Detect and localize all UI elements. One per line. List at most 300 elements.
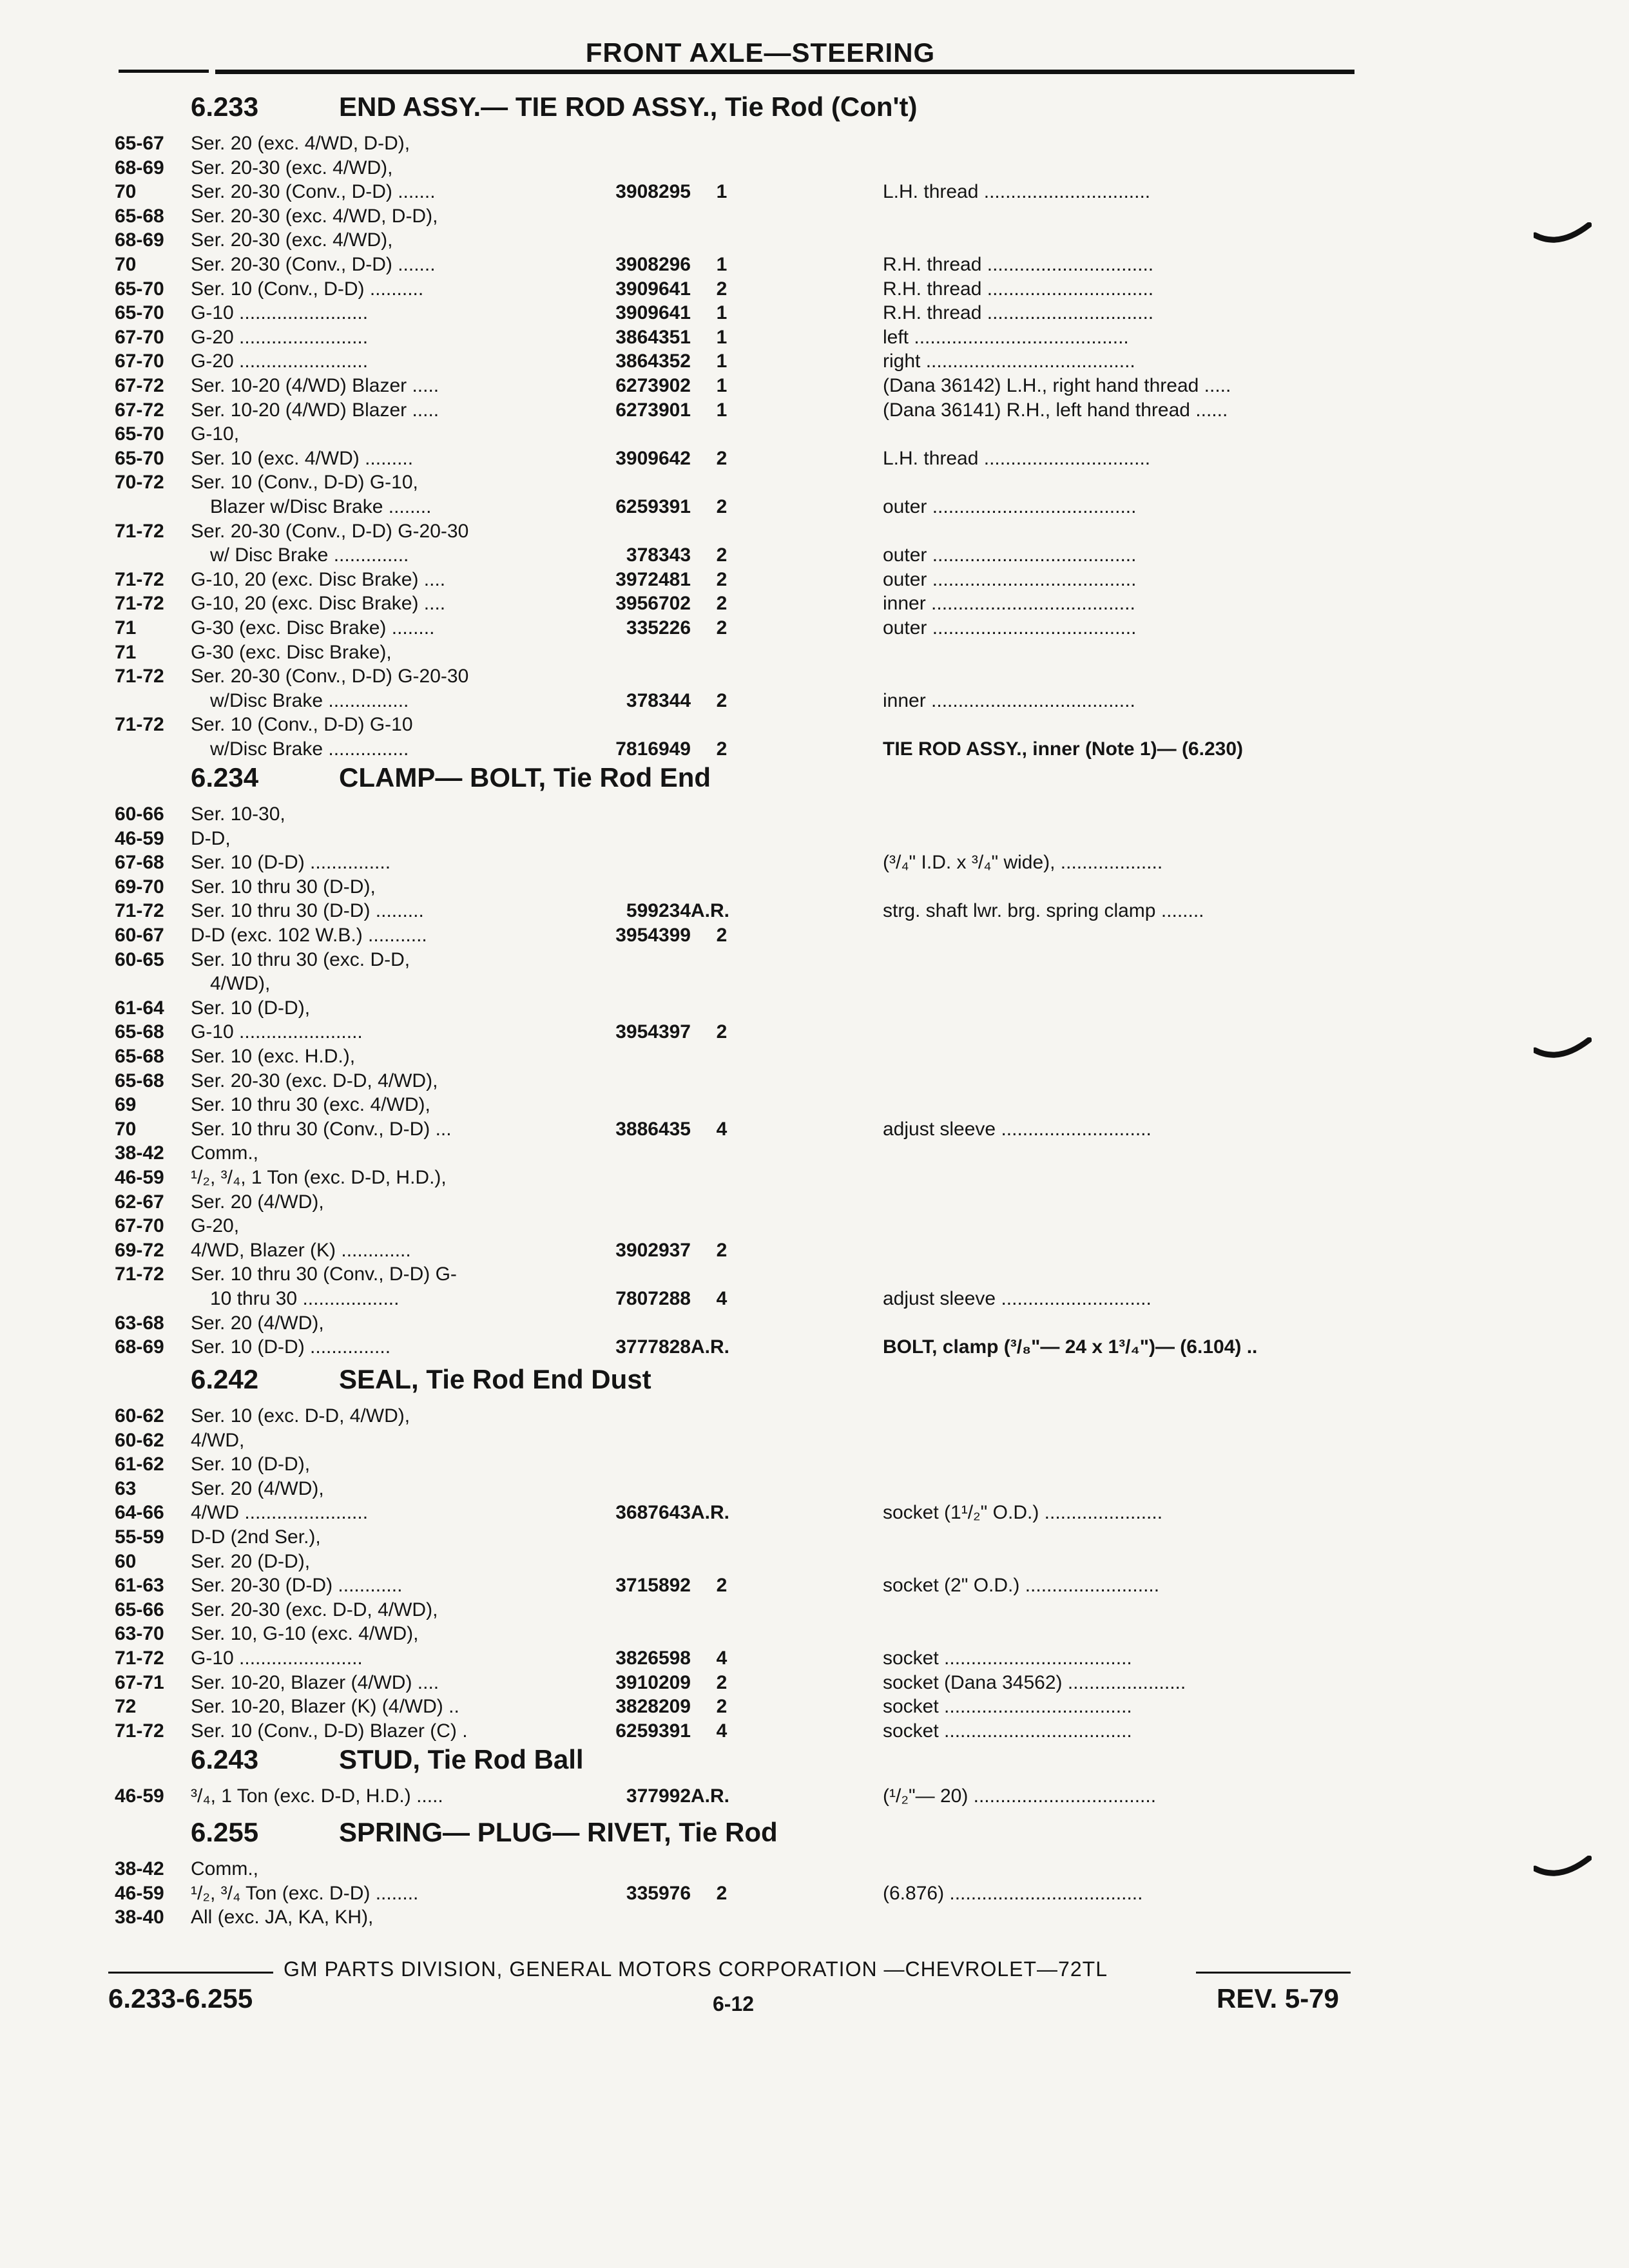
application: Ser. 20 (4/WD), [191,1191,324,1213]
table-row [0,1287,1629,1311]
table-row [0,1335,1629,1359]
table-row [0,1881,1629,1905]
table-row [0,996,1629,1020]
application: Ser. 10 (exc. 4/WD) ......... [191,448,414,469]
model-years: 70 [115,181,137,202]
model-years: 60-65 [115,949,164,970]
application: G-10, [191,423,240,445]
as-required: A.R. [691,900,729,921]
quantity: 4 [716,1288,728,1309]
table-row [0,1695,1629,1718]
page-number: 6-12 [713,1992,755,2015]
model-years: 67-70 [115,351,164,372]
application: Ser. 10 (Conv., D-D) G-10, [191,472,418,493]
part-number: 3828209 [615,1696,691,1717]
table-row [0,180,1629,204]
table-row [0,737,1629,761]
quantity: 2 [716,448,728,469]
description: left ........................................ [883,327,1129,348]
description: R.H. thread ............................... [883,278,1154,300]
application: D-D (exc. 102 W.B.) ........... [191,925,427,946]
part-number: 335976 [626,1883,691,1904]
part-number: 3908296 [615,254,691,275]
header-rule-main [215,70,1354,74]
part-number: 3910209 [615,1672,691,1693]
model-years: 71-72 [115,900,164,921]
application: 4/WD), [210,973,271,994]
quantity: 2 [716,278,728,300]
application: Ser. 10-20 (4/WD) Blazer ..... [191,399,439,421]
model-years: 67-72 [115,399,164,421]
description: (Dana 36141) R.H., left hand thread ...... [883,399,1228,421]
footer-rule-right [1196,1972,1351,1974]
part-number: 3777828 [615,1336,691,1358]
table-row [0,948,1629,972]
table-row [0,228,1629,252]
model-years: 71 [115,642,137,663]
model-years: 55-59 [115,1526,164,1548]
quantity: 2 [716,690,728,711]
description: socket ................................... [883,1648,1132,1669]
application: Ser. 20-30 (exc. 4/WD, D-D), [191,206,438,227]
model-years: 71-72 [115,1648,164,1669]
table-row [0,802,1629,826]
application: 4/WD ....................... [191,1502,369,1523]
model-years: 61-64 [115,997,164,1019]
part-number: 3972481 [615,569,691,590]
description: R.H. thread ............................... [883,254,1154,275]
description: socket ................................... [883,1720,1132,1742]
table-row [0,253,1629,276]
application: w/Disc Brake ............... [210,738,409,760]
model-years: 61-62 [115,1454,164,1475]
application: D-D (2nd Ser.), [191,1526,321,1548]
table-row [0,1477,1629,1501]
as-required: A.R. [691,1502,729,1523]
quantity: 4 [716,1720,728,1742]
table-row [0,923,1629,947]
description: outer ...................................... [883,544,1137,566]
model-years: 65-68 [115,1046,164,1067]
table-row [0,1214,1629,1238]
application: Comm., [191,1858,258,1879]
table-row [0,277,1629,301]
quantity: 4 [716,1648,728,1669]
table-row [0,972,1629,995]
part-number: 3886435 [615,1119,691,1140]
table-row [0,850,1629,874]
application: 10 thru 30 .................. [210,1288,400,1309]
table-row [0,1573,1629,1597]
application: Ser. 10 (Conv., D-D) G-10 [191,714,413,735]
model-years: 69-70 [115,876,164,898]
application: Ser. 20-30 (Conv., D-D) ....... [191,181,436,202]
application: Ser. 10 thru 30 (D-D) ......... [191,900,424,921]
table-row [0,301,1629,325]
quantity: 1 [716,351,728,372]
page-title: FRONT AXLE—STEERING [585,37,936,68]
application: Comm., [191,1142,258,1164]
description: outer ...................................... [883,569,1137,590]
table-row [0,1719,1629,1743]
model-years: 71-72 [115,593,164,614]
application: Ser. 20-30 (D-D) ............ [191,1575,403,1596]
model-years: 68-69 [115,1336,164,1358]
application: 4/WD, Blazer (K) ............. [191,1240,411,1261]
application: G-10, 20 (exc. Disc Brake) .... [191,569,446,590]
application: Ser. 20 (4/WD), [191,1312,324,1334]
model-years: 62-67 [115,1191,164,1213]
table-row [0,664,1629,688]
table-row [0,1622,1629,1646]
model-years: 65-68 [115,1070,164,1091]
part-number: 3956702 [615,593,691,614]
model-years: 67-70 [115,327,164,348]
description: inner ...................................... [883,593,1135,614]
application: G-30 (exc. Disc Brake), [191,642,392,663]
application: Ser. 20-30 (exc. D-D, 4/WD), [191,1070,438,1091]
table-row [0,616,1629,640]
table-row [0,1093,1629,1117]
description: socket (1¹/₂" O.D.) ...................... [883,1502,1163,1523]
table-row [0,640,1629,664]
model-years: 46-59 [115,828,164,849]
quantity: 1 [716,327,728,348]
model-years: 60-62 [115,1405,164,1427]
description: (³/₄" I.D. x ³/₄" wide), ................... [883,852,1163,873]
footer-rule-left [108,1972,273,1974]
part-number: 6259391 [615,1720,691,1742]
part-number: 3908295 [615,181,691,202]
table-row [0,568,1629,591]
model-years: 63 [115,1478,137,1499]
table-row [0,495,1629,519]
model-years: 65-70 [115,423,164,445]
description: socket (2" O.D.) ......................... [883,1575,1160,1596]
model-years: 63-68 [115,1312,164,1334]
application: Ser. 10 (exc. H.D.), [191,1046,356,1067]
application: Ser. 10-30, [191,803,285,825]
model-years: 38-40 [115,1907,164,1928]
table-row [0,131,1629,155]
table-row [0,713,1629,736]
model-years: 72 [115,1696,137,1717]
table-row [0,422,1629,446]
model-years: 67-70 [115,1215,164,1236]
description: R.H. thread ............................... [883,302,1154,323]
model-years: 71-72 [115,1720,164,1742]
application: Ser. 10 (Conv., D-D) .......... [191,278,424,300]
table-row [0,325,1629,349]
section-title: SPRING— PLUG— RIVET, Tie Rod [339,1817,778,1847]
application: Ser. 10, G-10 (exc. 4/WD), [191,1623,419,1644]
table-row [0,875,1629,899]
model-years: 67-68 [115,852,164,873]
model-years: 46-59 [115,1167,164,1188]
quantity: 2 [716,1696,728,1717]
model-years: 60-62 [115,1430,164,1451]
table-row [0,156,1629,180]
application: 4/WD, [191,1430,245,1451]
model-years: 65-70 [115,302,164,323]
part-number: 378344 [626,690,691,711]
model-years: 70 [115,254,137,275]
part-number: 3864351 [615,327,691,348]
application: Ser. 20 (D-D), [191,1551,311,1572]
model-years: 61-63 [115,1575,164,1596]
model-years: 46-59 [115,1883,164,1904]
table-row [0,1784,1629,1808]
model-years: 38-42 [115,1142,164,1164]
description: outer ...................................... [883,617,1137,639]
as-required: A.R. [691,1336,729,1358]
table-row [0,1525,1629,1549]
application: ¹/₂, ³/₄ Ton (exc. D-D) ........ [191,1883,419,1904]
header-rule-left [119,70,209,73]
table-row [0,1069,1629,1093]
application: Ser. 10 (D-D) ............... [191,852,391,873]
model-years: 46-59 [115,1785,164,1807]
model-years: 65-67 [115,133,164,154]
application: w/Disc Brake ............... [210,690,409,711]
application: Ser. 20 (exc. 4/WD, D-D), [191,133,410,154]
application: Ser. 20-30 (Conv., D-D) G-20-30 [191,521,469,542]
description: socket (Dana 34562) ...................... [883,1672,1186,1693]
section-number: 6.242 [191,1364,259,1394]
table-row [0,349,1629,373]
model-years: 70-72 [115,472,164,493]
application: Blazer w/Disc Brake ........ [210,496,432,517]
description: (Dana 36142) L.H., right hand thread ..... [883,375,1231,396]
table-row [0,1190,1629,1214]
application: Ser. 20-30 (exc. D-D, 4/WD), [191,1599,438,1620]
quantity: 1 [716,375,728,396]
section-title: END ASSY.— TIE ROD ASSY., Tie Rod (Con't) [339,91,918,122]
description: BOLT, clamp (³/₈"— 24 x 1³/₄")— (6.104) .. [883,1336,1258,1358]
table-row [0,1671,1629,1695]
section-number: 6.255 [191,1817,259,1847]
table-row [0,447,1629,470]
quantity: 1 [716,181,728,202]
table-row [0,1311,1629,1335]
table-row [0,1020,1629,1044]
model-years: 65-68 [115,1021,164,1043]
part-number: 3954397 [615,1021,691,1043]
application: G-30 (exc. Disc Brake) ........ [191,617,435,639]
description: L.H. thread ............................... [883,181,1151,202]
part-number: 599234 [626,900,691,921]
table-row [0,543,1629,567]
application: w/ Disc Brake .............. [210,544,409,566]
part-number: 3902937 [615,1240,691,1261]
description: right ....................................... [883,351,1135,372]
quantity: 1 [716,399,728,421]
quantity: 1 [716,302,728,323]
model-years: 38-42 [115,1858,164,1879]
application: Ser. 20-30 (Conv., D-D) ....... [191,254,436,275]
quantity: 2 [716,1021,728,1043]
application: Ser. 10-20, Blazer (4/WD) .... [191,1672,439,1693]
model-years: 71 [115,617,137,639]
model-years: 67-71 [115,1672,164,1693]
quantity: 2 [716,738,728,760]
part-number: 7807288 [615,1288,691,1309]
application: Ser. 10 (D-D), [191,997,311,1019]
description: adjust sleeve ............................ [883,1288,1152,1309]
part-number: 3864352 [615,351,691,372]
quantity: 2 [716,1240,728,1261]
part-number: 3715892 [615,1575,691,1596]
part-number: 3687643 [615,1502,691,1523]
table-row [0,1905,1629,1929]
table-row [0,374,1629,398]
part-number: 377992 [626,1785,691,1807]
application: Ser. 10 thru 30 (exc. 4/WD), [191,1094,430,1115]
table-row [0,1404,1629,1428]
section-number: 6.234 [191,762,259,793]
description: adjust sleeve ............................ [883,1119,1152,1140]
application: Ser. 10-20 (4/WD) Blazer ..... [191,375,439,396]
quantity: 2 [716,569,728,590]
section-number: 6.233 [191,91,259,122]
section-title: CLAMP— BOLT, Tie Rod End [339,762,711,793]
table-row [0,899,1629,923]
part-number: 6259391 [615,496,691,517]
revision-label: REV. 5-79 [1217,1983,1339,2013]
table-row [0,1550,1629,1573]
quantity: 4 [716,1119,728,1140]
application: Ser. 10 (D-D), [191,1454,311,1475]
table-row [0,1044,1629,1068]
application: ³/₄, 1 Ton (exc. D-D, H.D.) ..... [191,1785,443,1807]
application: Ser. 10 thru 30 (Conv., D-D) G- [191,1264,457,1285]
application: Ser. 20-30 (exc. 4/WD), [191,229,393,251]
description: L.H. thread ............................... [883,448,1151,469]
model-years: 71-72 [115,666,164,687]
page-section-range: 6.233-6.255 [108,1983,253,2013]
part-number: 378343 [626,544,691,566]
application: Ser. 10 thru 30 (exc. D-D, [191,949,410,970]
model-years: 67-72 [115,375,164,396]
quantity: 2 [716,1672,728,1693]
model-years: 71-72 [115,714,164,735]
table-row [0,204,1629,228]
model-years: 65-68 [115,206,164,227]
model-years: 68-69 [115,229,164,251]
application: Ser. 10 (exc. D-D, 4/WD), [191,1405,410,1427]
binder-mark-middle [1534,1037,1592,1063]
quantity: 2 [716,1883,728,1904]
part-number: 3909641 [615,278,691,300]
table-row [0,470,1629,494]
model-years: 64-66 [115,1502,164,1523]
model-years: 60-66 [115,803,164,825]
table-row [0,689,1629,713]
model-years: 68-69 [115,157,164,178]
model-years: 63-70 [115,1623,164,1644]
model-years: 60-67 [115,925,164,946]
part-number: 7816949 [615,738,691,760]
table-row [0,1141,1629,1165]
quantity: 2 [716,496,728,517]
footer-organization: GM PARTS DIVISION, GENERAL MOTORS CORPORATION —CHEVROLET—72TL [284,1957,1108,1981]
part-number: 3826598 [615,1648,691,1669]
application: Ser. 20-30 (exc. 4/WD), [191,157,393,178]
application: Ser. 10 thru 30 (D-D), [191,876,376,898]
application: D-D, [191,828,231,849]
model-years: 65-70 [115,278,164,300]
table-row [0,398,1629,422]
quantity: 2 [716,617,728,639]
table-row [0,1857,1629,1881]
model-years: 71-72 [115,521,164,542]
application: Ser. 10-20, Blazer (K) (4/WD) .. [191,1696,459,1717]
model-years: 70 [115,1119,137,1140]
application: G-20, [191,1215,240,1236]
part-number: 335226 [626,617,691,639]
model-years: 65-70 [115,448,164,469]
part-number: 3909642 [615,448,691,469]
table-row [0,1238,1629,1262]
description: inner ...................................... [883,690,1135,711]
model-years: 60 [115,1551,137,1572]
model-years: 71-72 [115,569,164,590]
table-row [0,827,1629,850]
part-number: 6273901 [615,399,691,421]
application: G-10 ....................... [191,1021,363,1043]
description: outer ...................................... [883,496,1137,517]
description: TIE ROD ASSY., inner (Note 1)— (6.230) [883,738,1243,760]
section-title: SEAL, Tie Rod End Dust [339,1364,651,1394]
application: Ser. 10 (D-D) ............... [191,1336,391,1358]
quantity: 1 [716,254,728,275]
description: (¹/₂"— 20) .................................. [883,1785,1157,1807]
application: Ser. 20-30 (Conv., D-D) G-20-30 [191,666,469,687]
description: socket ................................... [883,1696,1132,1717]
application: G-10, 20 (exc. Disc Brake) .... [191,593,446,614]
application: Ser. 20 (4/WD), [191,1478,324,1499]
application: G-10 ........................ [191,302,369,323]
quantity: 2 [716,593,728,614]
section-number: 6.243 [191,1744,259,1774]
table-row [0,1117,1629,1141]
table-row [0,591,1629,615]
application: G-20 ........................ [191,327,369,348]
part-number: 3954399 [615,925,691,946]
binder-mark-bottom [1534,1856,1592,1881]
as-required: A.R. [691,1785,729,1807]
model-years: 71-72 [115,1264,164,1285]
part-number: 6273902 [615,375,691,396]
model-years: 65-66 [115,1599,164,1620]
model-years: 69-72 [115,1240,164,1261]
section-title: STUD, Tie Rod Ball [339,1744,584,1774]
table-row [0,519,1629,543]
table-row [0,1166,1629,1189]
model-years: 69 [115,1094,137,1115]
part-number: 3909641 [615,302,691,323]
table-row [0,1452,1629,1476]
table-row [0,1598,1629,1622]
application: All (exc. JA, KA, KH), [191,1907,374,1928]
description: (6.876) .................................... [883,1883,1143,1904]
quantity: 2 [716,1575,728,1596]
table-row [0,1428,1629,1452]
table-row [0,1262,1629,1286]
application: Ser. 10 (Conv., D-D) Blazer (C) . [191,1720,468,1742]
quantity: 2 [716,925,728,946]
application: G-20 ........................ [191,351,369,372]
